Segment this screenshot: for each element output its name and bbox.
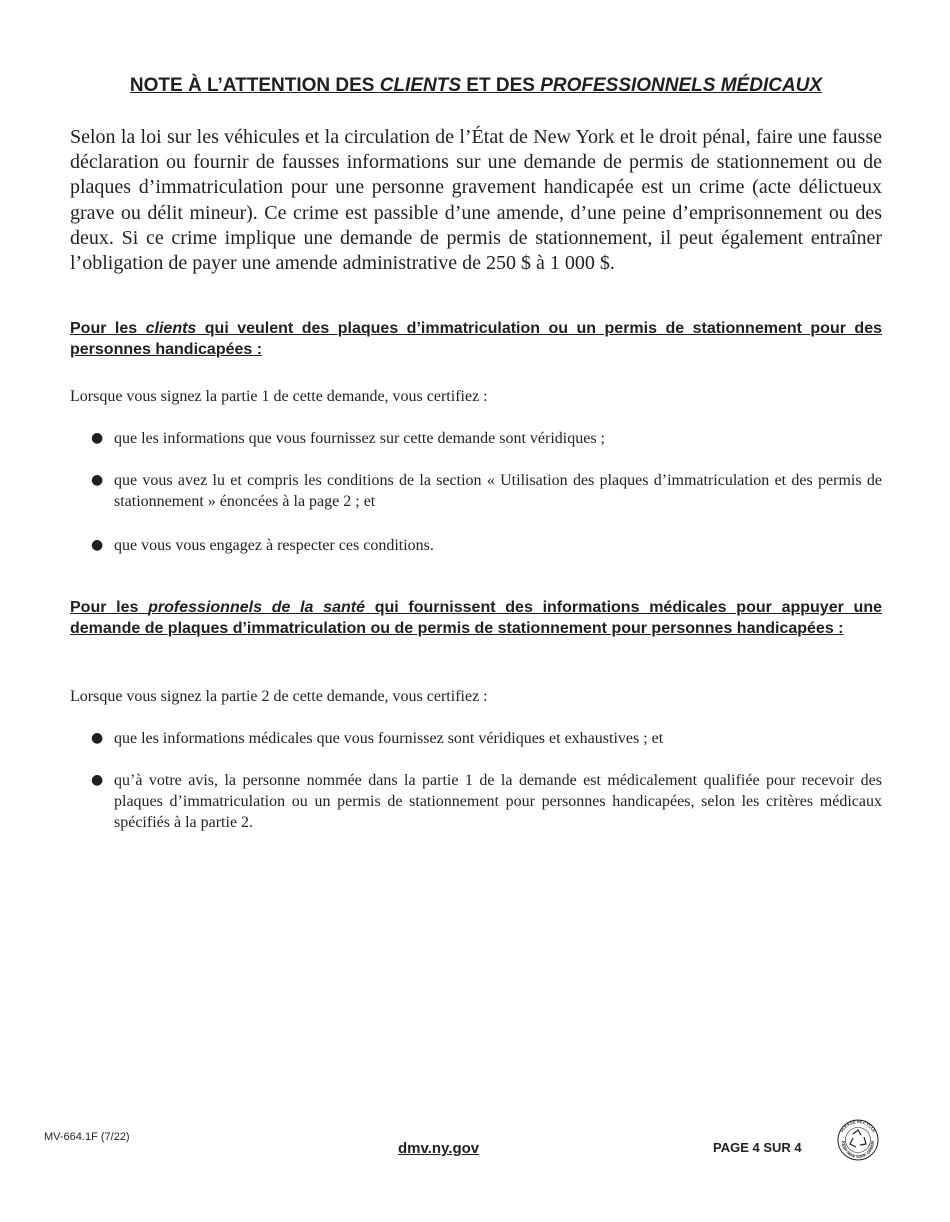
list-item: ● que les informations que vous fournissez sur cette demande sont véridiques ; [91,430,605,447]
recycle-label-bottom: KEEP NEW YORK GREEN [840,1140,876,1160]
recycle-label-top: PLEASE RECYCLE [839,1118,877,1134]
form-number: MV-664.1F (7/22) [44,1131,130,1143]
list-item: ● que les informations médicales que vous fournissez sont véridiques et exhaustives ; et [91,730,664,747]
title-professionals: PROFESSIONNELS MÉDICAUX [540,75,823,96]
bullet-icon: ● [91,730,104,746]
page-number: PAGE 4 SUR 4 [713,1140,802,1155]
list-item: ● qu’à votre avis, la personne nommée dans la partie 1 de la demande est médicalement qualifiée pour recevoir des plaques d’immatriculation ou un permis de stationnement pour personnes handicapées, selon les critères médicaux spécifiés à la partie 2. [91,772,882,831]
page-title [70,75,882,97]
bullet-icon: ● [91,430,104,446]
recycle-icon [836,1118,880,1162]
title-text: NOTE À L’ATTENTION DES [129,75,380,96]
section-clients-lead: Lorsque vous signez la partie 1 de cette demande, vous certifiez : [70,388,488,405]
title-clients: CLIENTS [379,75,462,96]
title-text: ET DES [461,75,541,96]
bullet-icon: ● [91,537,104,553]
website-link[interactable]: dmv.ny.gov [398,1140,480,1157]
section-health-heading: Pour les professionnels de la santé qui fournissent des informations médicales pour appuyer une demande de plaques d’immatriculation ou de permis de stationnement pour personnes handicapées : [70,599,883,637]
section-health-lead: Lorsque vous signez la partie 2 de cette demande, vous certifiez : [70,688,488,705]
intro-paragraph: Selon la loi sur les véhicules et la circulation de l’État de New York et le droit pénal, faire une fausse déclaration ou fournir de fausses informations sur une demande de permis de stationnement ou de plaques d’immatriculation pour une personne gravement handicapée est un crime (acte délictueux grave ou délit mineur). Ce crime est passible d’une amende, d’une peine d’emprisonnement ou des deux. Si ce crime implique une demande de permis de stationnement, il peut également entraîner l’obligation de payer une amende administrative de 250 $ à 1 000 $. [70,126,882,275]
list-item: ● que vous vous engagez à respecter ces conditions. [91,537,434,554]
section-clients-heading: Pour les clients qui veulent des plaques d’immatriculation ou un permis de stationnement pour des personnes handicapées : [70,320,882,358]
bullet-icon: ● [91,472,104,488]
bullet-icon: ● [91,772,104,788]
list-item: ● que vous avez lu et compris les conditions de la section « Utilisation des plaques d’immatriculation et des permis de stationnement » énoncées à la page 2 ; et [91,472,882,510]
